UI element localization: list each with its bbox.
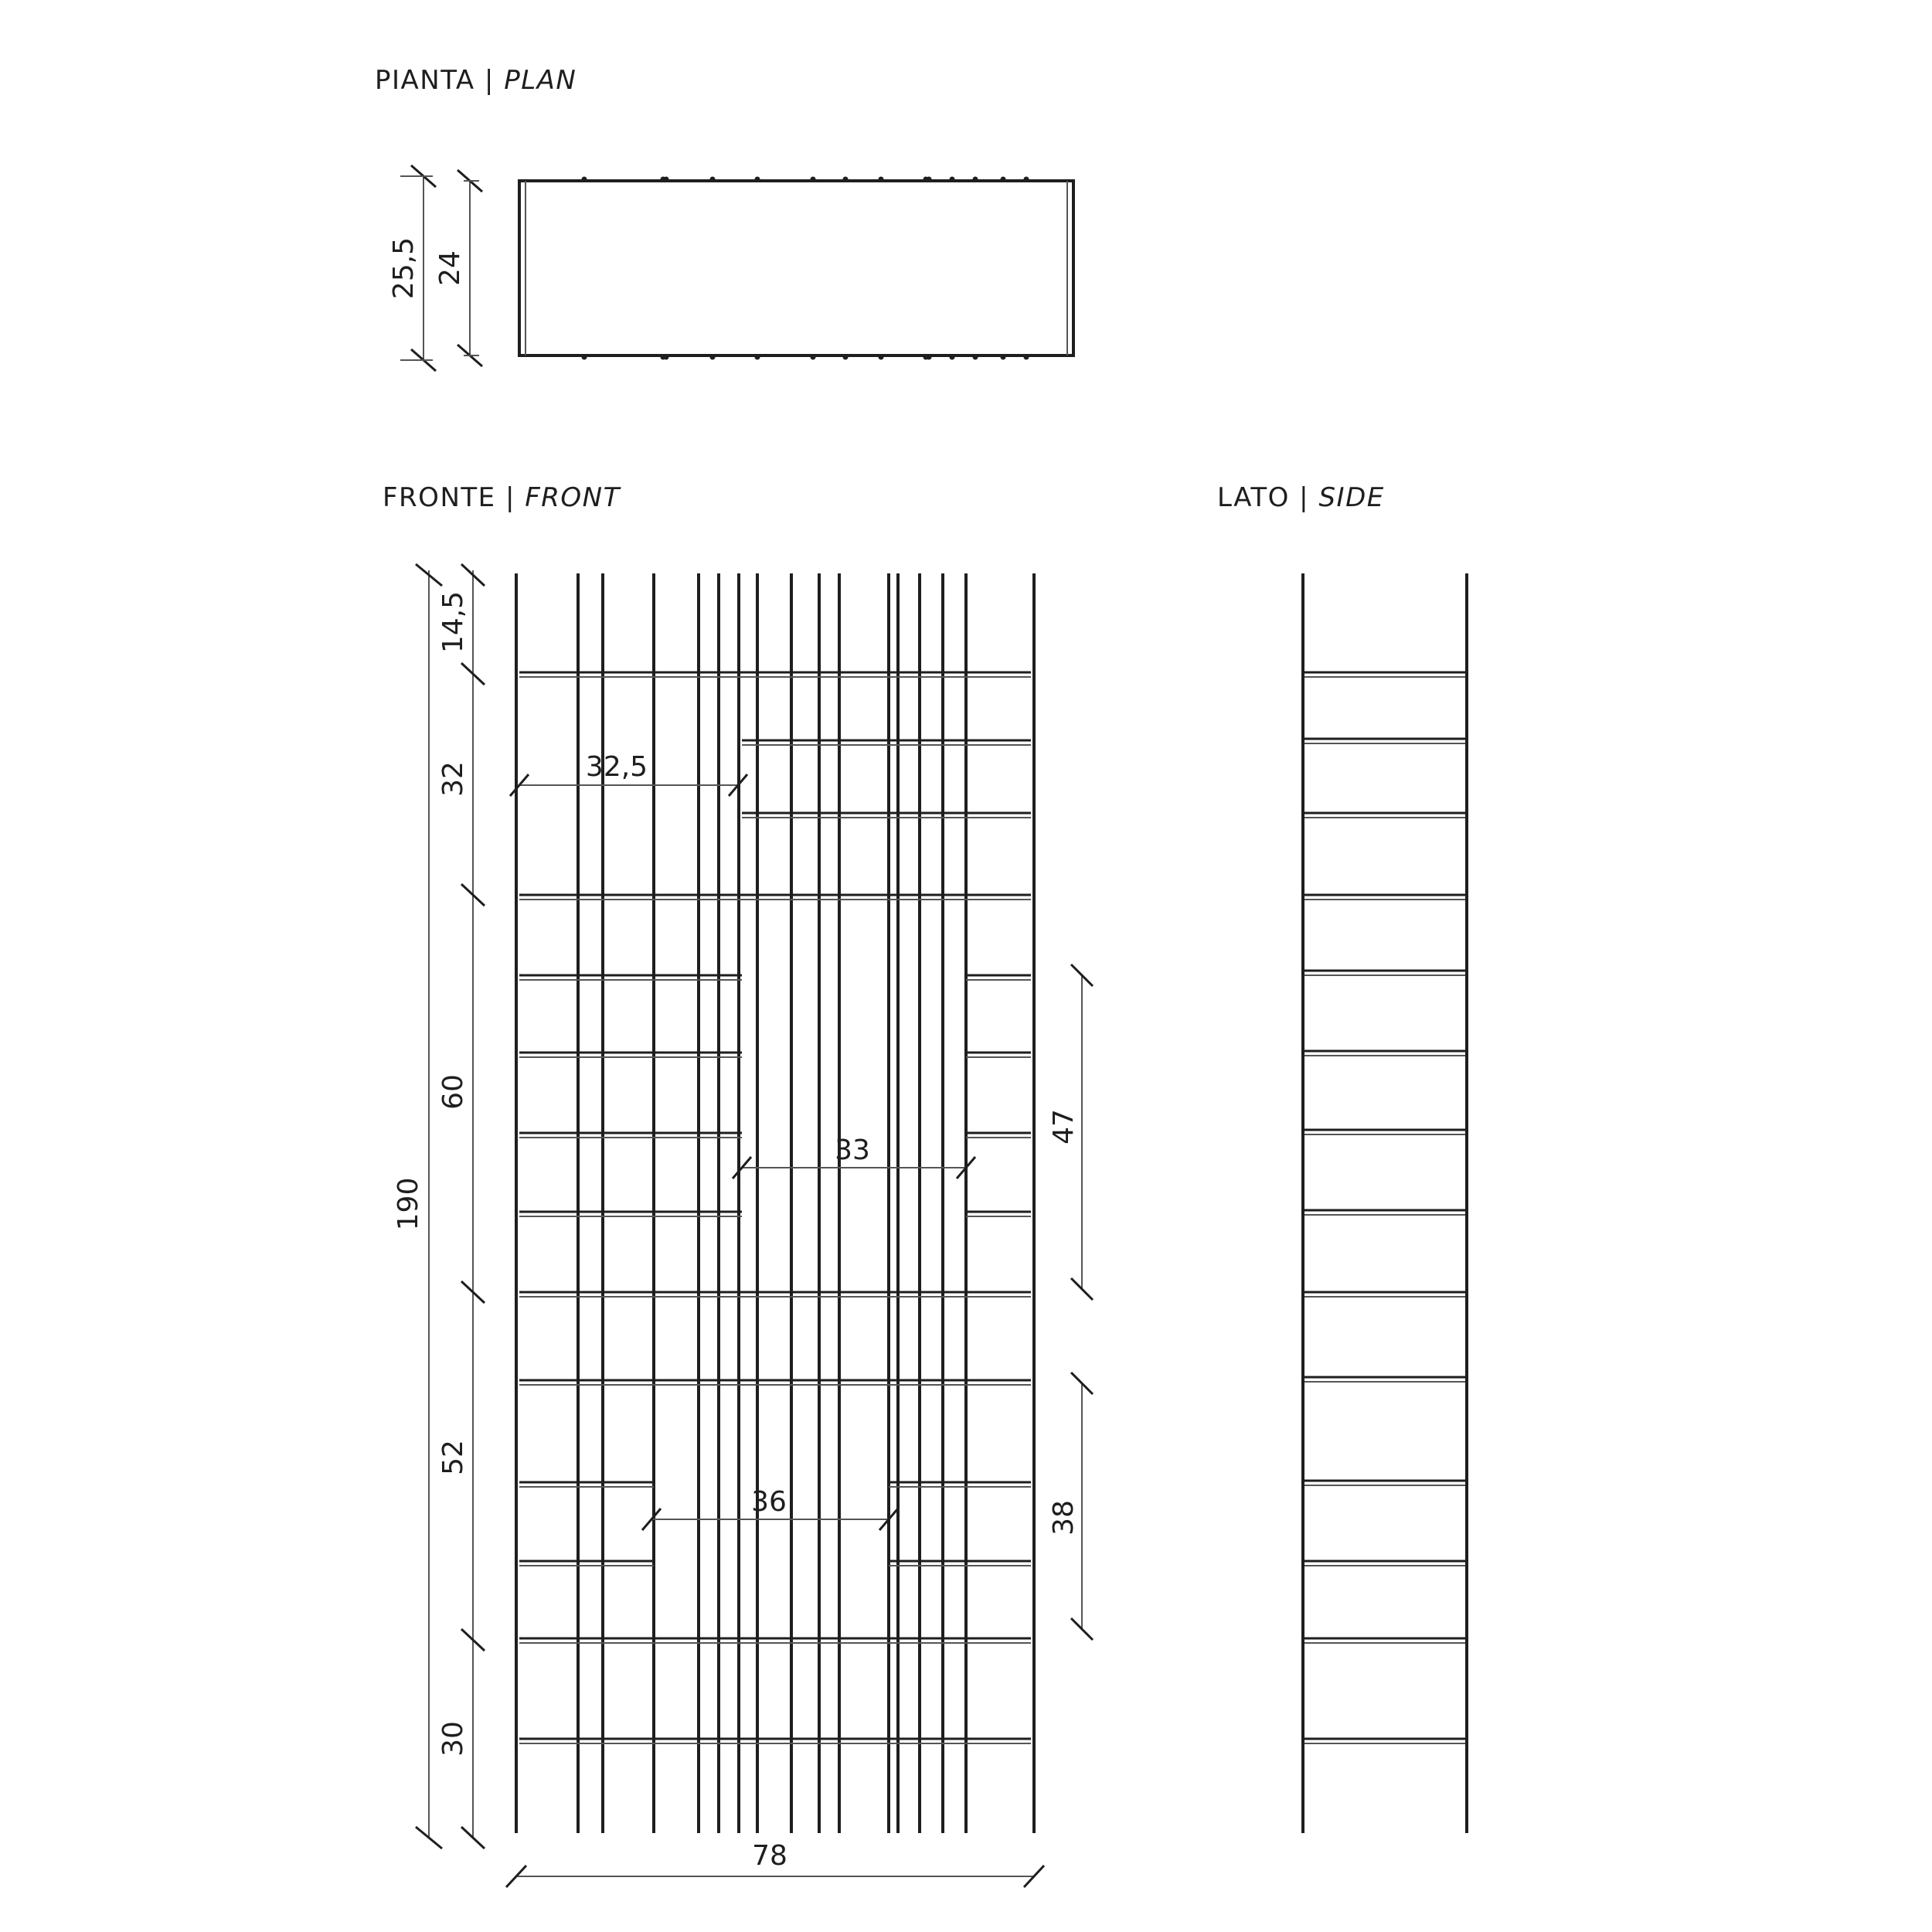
front-seg3-label: 52 — [437, 1440, 469, 1475]
front-total-height-label: 190 — [393, 1177, 424, 1231]
plan-pin — [755, 177, 760, 182]
plan-pin — [1001, 355, 1006, 360]
plan-pin — [582, 355, 587, 360]
plan-pin — [811, 177, 816, 182]
plan-pin — [843, 177, 849, 182]
plan-pin — [664, 177, 669, 182]
plan-pin — [1024, 355, 1029, 360]
front-seg4-label: 30 — [437, 1721, 469, 1757]
plan-pin — [664, 355, 669, 360]
plan-pin — [973, 355, 978, 360]
front-seg1-label: 32 — [437, 761, 469, 797]
plan-pins — [582, 177, 1029, 360]
plan-pin — [950, 177, 955, 182]
plan-pin — [879, 177, 884, 182]
opening-1-width-label: 32,5 — [585, 751, 648, 783]
front-shelves — [519, 672, 1031, 1743]
side-shelves — [1304, 672, 1465, 1743]
front-width-label: 78 — [752, 1840, 787, 1872]
plan-pin — [811, 355, 816, 360]
opening-2-width-label: 33 — [835, 1134, 870, 1166]
plan-pin — [755, 355, 760, 360]
plan-pin — [879, 355, 884, 360]
opening-3-width-label: 36 — [751, 1486, 787, 1518]
plan-pin — [582, 177, 587, 182]
plan-view — [519, 177, 1073, 360]
front-width-dimension — [506, 1840, 1044, 1887]
plan-pin — [1001, 177, 1006, 182]
plan-dimensions — [388, 165, 482, 371]
front-height-dimensions — [393, 564, 485, 1849]
plan-pin — [710, 177, 716, 182]
front-top-height-label: 14,5 — [437, 590, 469, 654]
plan-outline — [519, 181, 1073, 355]
front-title: FRONTE | FRONT — [383, 482, 621, 513]
opening-height-dimensions — [1048, 964, 1093, 1640]
opening-2-height-label: 47 — [1048, 1109, 1080, 1145]
front-seg2-label: 60 — [437, 1074, 469, 1110]
plan-pin — [927, 177, 932, 182]
plan-pin — [950, 355, 955, 360]
plan-pin — [973, 177, 978, 182]
opening-3-height-label: 38 — [1048, 1500, 1080, 1536]
plan-pin — [927, 355, 932, 360]
plan-pin — [1024, 177, 1029, 182]
plan-depth-inner-label: 24 — [434, 250, 466, 286]
side-title: LATO | SIDE — [1217, 482, 1385, 513]
plan-pin — [843, 355, 849, 360]
plan-title: PIANTA | PLAN — [375, 65, 577, 96]
plan-pin — [710, 355, 716, 360]
plan-depth-outer-label: 25,5 — [388, 236, 420, 300]
side-view — [1303, 573, 1467, 1833]
opening-dimensions — [510, 751, 975, 1530]
